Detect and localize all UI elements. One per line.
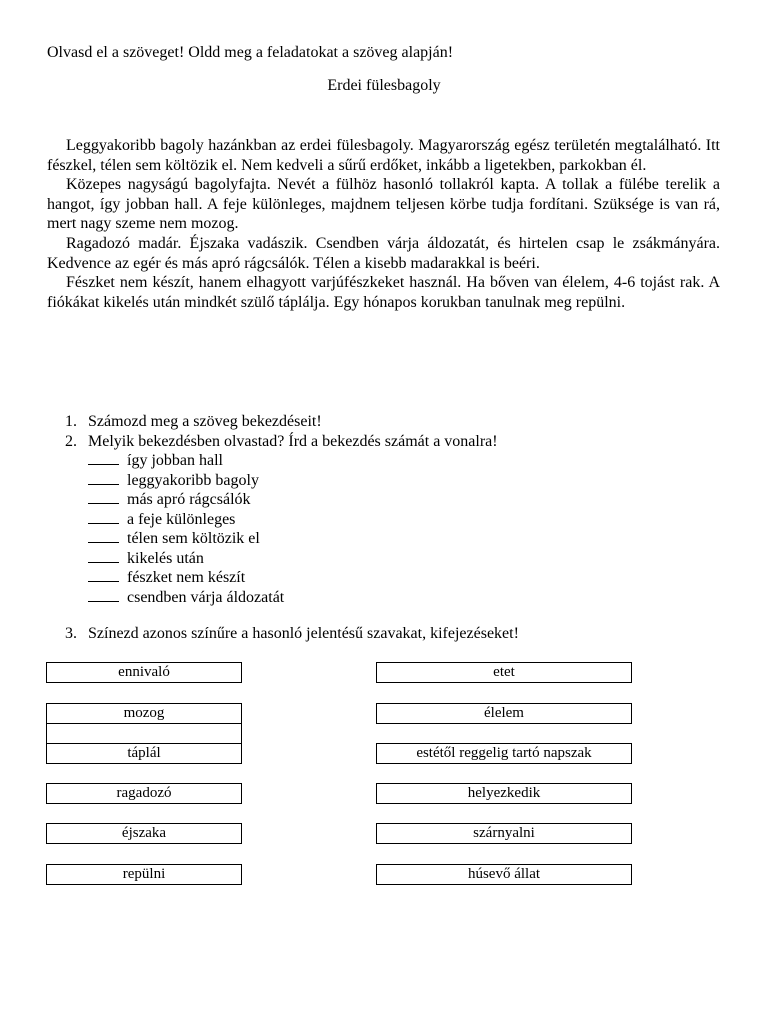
answer-blank[interactable] — [88, 510, 119, 524]
item-text: más apró rágcsálók — [127, 491, 251, 508]
answer-blank[interactable] — [88, 549, 119, 563]
answer-blank[interactable] — [88, 451, 119, 465]
task-3 — [65, 624, 519, 644]
word-box-left[interactable]: mozog — [46, 703, 242, 724]
word-box-right[interactable]: helyezkedik — [376, 783, 632, 804]
story-paragraph-1: Leggyakoribb bagoly hazánkban az erdei fülesbagoly. Magyarország egész területén megtalálható. Itt fészkel, télen sem költözik el. Nem kedveli a sűrű erdőket, inkább a ligetekben, parkokban él. — [47, 137, 720, 174]
word-box-left[interactable]: éjszaka — [46, 823, 242, 844]
story-title: Erdei fülesbagoly — [327, 77, 441, 94]
story-paragraph-2: Közepes nagyságú bagolyfajta. Nevét a fülhöz hasonló tollakról kapta. A tollak a fülébe terelik a hangot, így jobban hall. A feje különleges, majdnem teljesen körbe tudja fordítani. Szüksége is van rá, mert nagy szeme nem mozog. — [47, 176, 720, 233]
list-item — [88, 568, 725, 588]
word-box-right[interactable]: estétől reggelig tartó napszak — [376, 743, 632, 764]
instruction-text: Olvasd el a szöveget! Oldd meg a feladatokat a szöveg alapján! — [47, 44, 454, 61]
task-2-text: Melyik bekezdésben olvastad? Írd a bekezdés számát a vonalra! — [88, 432, 498, 450]
answer-blank[interactable] — [88, 588, 119, 602]
list-item — [88, 529, 725, 549]
list-item — [88, 471, 725, 491]
list-item — [88, 451, 725, 471]
word-box-right[interactable]: élelem — [376, 703, 632, 724]
word-box-left[interactable]: táplál — [46, 743, 242, 764]
task-list — [65, 412, 725, 607]
item-text: fészket nem készít — [127, 569, 246, 586]
answer-blank[interactable] — [88, 529, 119, 543]
answer-blank[interactable] — [88, 490, 119, 504]
task-2-items — [88, 451, 725, 607]
word-box-right[interactable]: húsevő állat — [376, 864, 632, 885]
word-box-right[interactable]: etet — [376, 662, 632, 683]
word-box-left-empty[interactable] — [46, 723, 242, 744]
story-paragraph-3: Ragadozó madár. Éjszaka vadászik. Csendben várja áldozatát, és hirtelen csap le zsákmányára. Kedvence az egér és más apró rágcsálók. Télen a kisebb madarakkal is beéri. — [47, 234, 720, 272]
answer-blank[interactable] — [88, 471, 119, 485]
word-box-right[interactable]: szárnyalni — [376, 823, 632, 844]
list-item — [88, 490, 725, 510]
item-text: a feje különleges — [127, 510, 236, 528]
story-paragraph-4: Fészket nem készít, hanem elhagyott varjúfészkeket használ. Ha bőven van élelem, 4-6 tojást rak. A fiókákat kikelés után mindkét szülő táplálja. Egy hónapos korukban tanulnak meg repülni. — [47, 274, 720, 311]
word-box-left[interactable]: ennivaló — [46, 662, 242, 683]
item-text: kikelés után — [127, 549, 204, 567]
word-box-left[interactable]: repülni — [46, 864, 242, 885]
task-3-text: Színezd azonos színűre a hasonló jelentésű szavakat, kifejezéseket! — [88, 625, 519, 642]
item-text: így jobban hall — [127, 452, 223, 469]
item-text: télen sem költözik el — [127, 530, 260, 547]
list-item — [88, 588, 725, 608]
list-item — [88, 549, 725, 569]
answer-blank[interactable] — [88, 568, 119, 582]
task-3-number: 3. — [65, 625, 77, 642]
item-text: csendben várja áldozatát — [127, 588, 285, 606]
task-2-number: 2. — [65, 432, 77, 450]
task-2 — [65, 432, 725, 452]
word-box-left[interactable]: ragadozó — [46, 783, 242, 804]
list-item — [88, 510, 725, 530]
task-1-text: Számozd meg a szöveg bekezdéseit! — [88, 413, 322, 430]
task-1 — [65, 412, 725, 432]
item-text: leggyakoribb bagoly — [127, 471, 259, 489]
story-text — [47, 136, 720, 312]
task-1-number: 1. — [65, 413, 77, 430]
